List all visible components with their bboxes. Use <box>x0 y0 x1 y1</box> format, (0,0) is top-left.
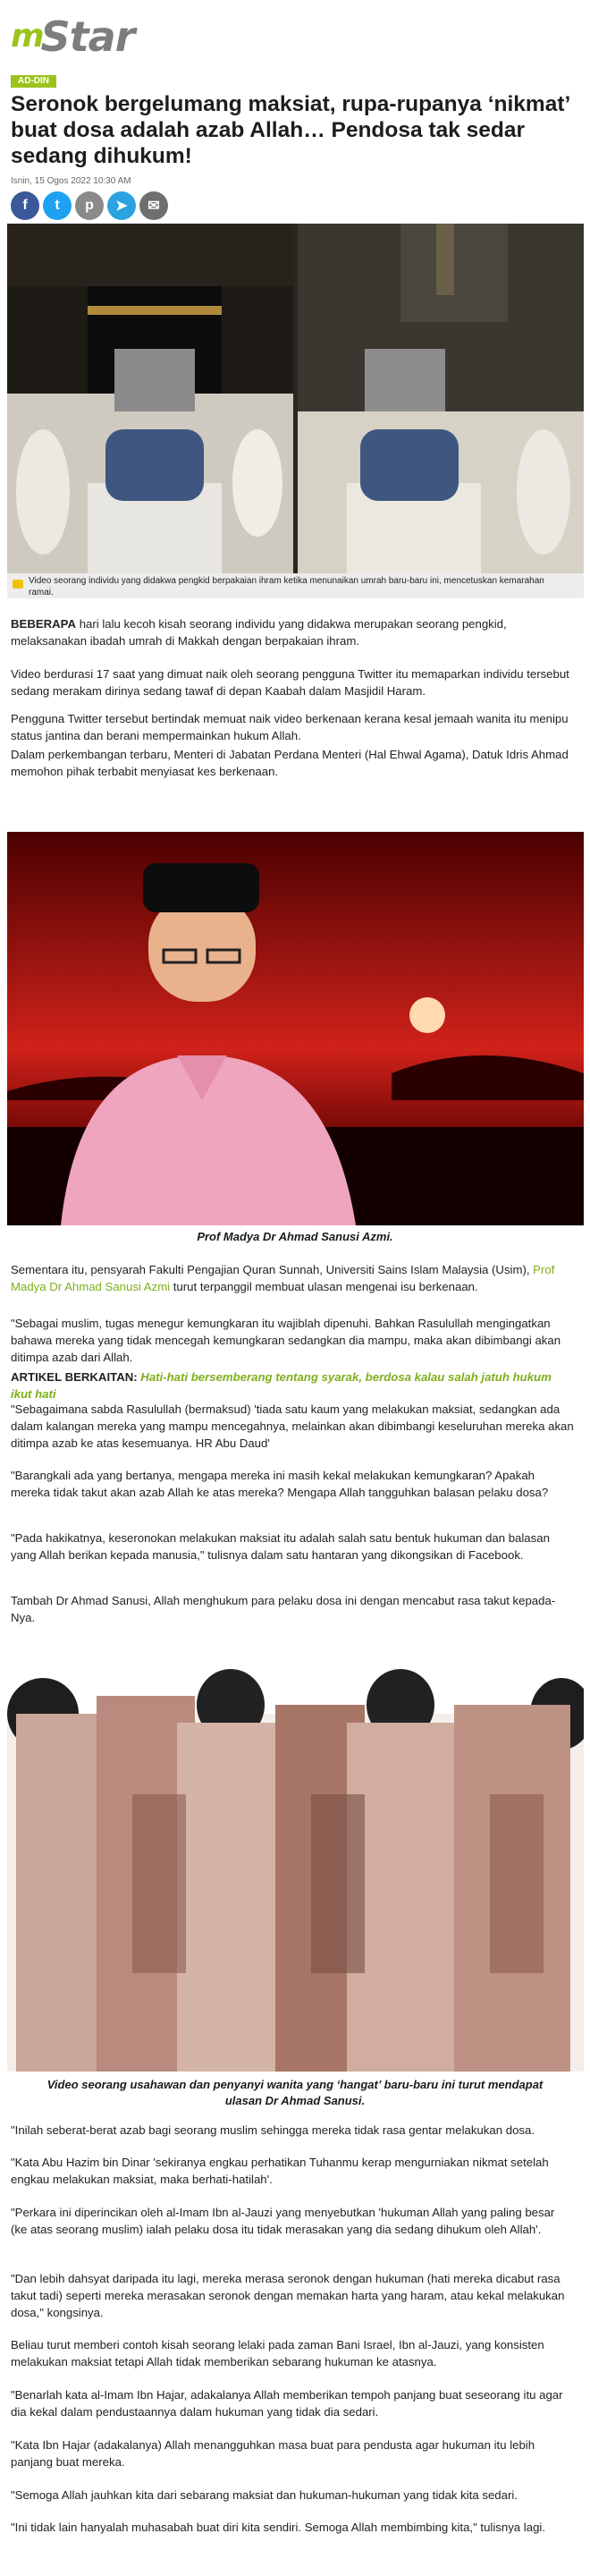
photo-caption-kaabah: Video seorang individu yang didakwa pengkid berpakaian ihram ketika menunaikan umrah baru-baru ini, mencetuskan kemarahan ramai. <box>7 573 584 598</box>
article-photo-portrait <box>7 832 584 1225</box>
article-headline: Seronok bergelumang maksiat, rupa-rupanya ‘nikmat’ buat dosa adalah azab Allah… Pendosa tak sedar sedang dihukum! <box>11 92 569 168</box>
telegram-share-icon[interactable]: ➤ <box>107 191 136 220</box>
twitter-share-icon[interactable]: t <box>43 191 72 220</box>
category-badge[interactable]: AD-DIN <box>11 75 56 88</box>
paragraph-4: Dalam perkembangan terbaru, Menteri di Jabatan Perdana Menteri (Hal Ehwal Agama), Datuk Idris Ahmad memohon pihak terbabit menyiasat kes berkenaan. <box>11 748 569 778</box>
paragraph-17: "Kata Ibn Hajar (adakalanya) Allah menangguhkan masa buat para pendusta agar hukuman itu lebih panjang buat mereka. <box>11 2438 535 2469</box>
logo-name: Star <box>40 13 135 61</box>
paragraph-6: "Sebagai muslim, tugas menegur kemungkaran itu wajiblah dipenuhi. Bahkan Rasulullah mengingatkan bahawa mereka yang tidak mencegah kemungkaran sedangkan dia mampu, maka akan dibimbangi akan ditimpa azab dari Allah. <box>11 1317 561 1364</box>
paragraph-14: "Dan lebih dahsyat daripada itu lagi, mereka merasa seronok dengan hukuman (hati mereka dicabut rasa takut tadi) seperti mereka merasakan seronok dengan memakan harta yang haram, atau kekal melakukan dosa," kongsinya. <box>11 2272 565 2319</box>
photo-caption-portrait: Prof Madya Dr Ahmad Sanusi Azmi. <box>197 1230 393 1243</box>
paragraph-5: Sementara itu, pensyarah Fakulti Pengajian Quran Sunnah, Universiti Sains Islam Malaysia (Usim), Prof Madya Dr Ahmad Sanusi Azmi turut terpanggil membuat ulasan mengenai isu berkenaan. <box>11 1263 555 1293</box>
share-bar <box>11 191 168 220</box>
person-link[interactable]: Prof Madya Dr Ahmad Sanusi Azmi <box>11 1263 555 1293</box>
paragraph-3: Pengguna Twitter tersebut bertindak memuat naik video berkenaan kerana kesal jemaah wanita itu menipu status jantina dan berani mempermainkan hukum Allah. <box>11 712 569 742</box>
paragraph-13: "Perkara ini diperincikan oleh al-Imam Ibn al-Jauzi yang menyebutkan 'hukuman Allah yang paling besar (ke atas seorang muslim) ialah pelaku dosa itu tidak merasakan yang dia sedang dihukum oleh Allah'. <box>11 2206 555 2236</box>
email-share-icon[interactable]: ✉ <box>139 191 168 220</box>
paragraph-11: "Inilah seberat-berat azab bagi seorang muslim sehingga mereka tidak rasa gentar melakukan dosa. <box>11 2123 535 2137</box>
paragraph-12: "Kata Abu Hazim bin Dinar 'sekiranya engkau perhatikan Tuhanmu kerap mengurniakan nikmat setelah engkau melakukan maksiat, maka berhati-hatilah'. <box>11 2156 549 2186</box>
paragraph-10: Tambah Dr Ahmad Sanusi, Allah menghukum para pelaku dosa ini dengan mencabut rasa takut kepada-Nya. <box>11 1594 556 1624</box>
paragraph-16: "Benarlah kata al-Imam Ibn Hajar, adakalanya Allah memberikan tempoh panjang buat seseorang itu agar dia kekal dalam pendustaannya dalam hukuman yang tidak dia sedari. <box>11 2388 563 2419</box>
article-photo-collage <box>7 1642 584 2072</box>
paragraph-7: "Sebagaimana sabda Rasulullah (bermaksud) 'tiada satu kaum yang melakukan maksiat, sedangkan ada dalam kalangan mereka yang mampu mencegahnya, melainkan akan dibimbangi keseluruhan mereka akan ditimpa azab ke atas kesemuanya. HR Abu Daud' <box>11 1402 574 1450</box>
article-date: Isnin, 15 Ogos 2022 10:30 AM <box>11 176 131 186</box>
paragraph-19: "Ini tidak lain hanyalah muhasabah buat diri kita sendiri. Semoga Allah membimbing kita," tulisnya lagi. <box>11 2521 545 2534</box>
related-article[interactable]: ARTIKEL BERKAITAN: Hati-hati bersemberang tentang syarak, berdosa kalau salah jatuh hukum ikut hati <box>11 1370 552 1401</box>
photo-caption-collage: Video seorang usahawan dan penyanyi wanita yang ‘hangat’ baru-baru ini turut mendapat ulasan Dr Ahmad Sanusi. <box>46 2078 544 2107</box>
paragraph-8: "Barangkali ada yang bertanya, mengapa mereka ini masih kekal melakukan kemungkaran? Apakah mereka tidak takut akan azab Allah ke atas mereka? Mengapa Allah tangguhkan balasan pelaku dosa? <box>11 1469 549 1499</box>
paragraph-1: BEBERAPA hari lalu kecoh kisah seorang individu yang didakwa merupakan seorang pengkid, melaksanakan ibadah umrah di Makkah dengan berpakaian ihram. <box>11 617 507 648</box>
paragraph-15: Beliau turut memberi contoh kisah seorang lelaki pada zaman Bani Israel, Ibn al-Jauzi, yang konsisten melakukan maksiat tetapi Allah tidak memberikan sebarang hukuman ke atasnya. <box>11 2338 544 2368</box>
facebook-share-icon[interactable]: f <box>11 191 39 220</box>
paragraph-2: Video berdurasi 17 saat yang dimuat naik oleh seorang pengguna Twitter itu memaparkan individu tersebut sedang merakam dirinya sedang tawaf di depan Kaabah dalam Masjidil Haram. <box>11 667 569 698</box>
paragraph-18: "Semoga Allah jauhkan kita dari sebarang maksiat dan hukuman-hukuman yang tidak kita sedari. <box>11 2488 518 2502</box>
paragraph-9: "Pada hakikatnya, keseronokan melakukan maksiat itu adalah salah satu bentuk hukuman dan balasan yang Allah berikan kepada manusia," tulisnya dalam satu hantaran yang dikongsikan di Facebook. <box>11 1531 550 1562</box>
site-logo[interactable] <box>11 14 134 59</box>
print-icon[interactable]: p <box>75 191 104 220</box>
article-photo-kaabah <box>7 224 584 574</box>
camera-icon <box>13 580 23 589</box>
logo-prefix: m <box>11 18 45 55</box>
